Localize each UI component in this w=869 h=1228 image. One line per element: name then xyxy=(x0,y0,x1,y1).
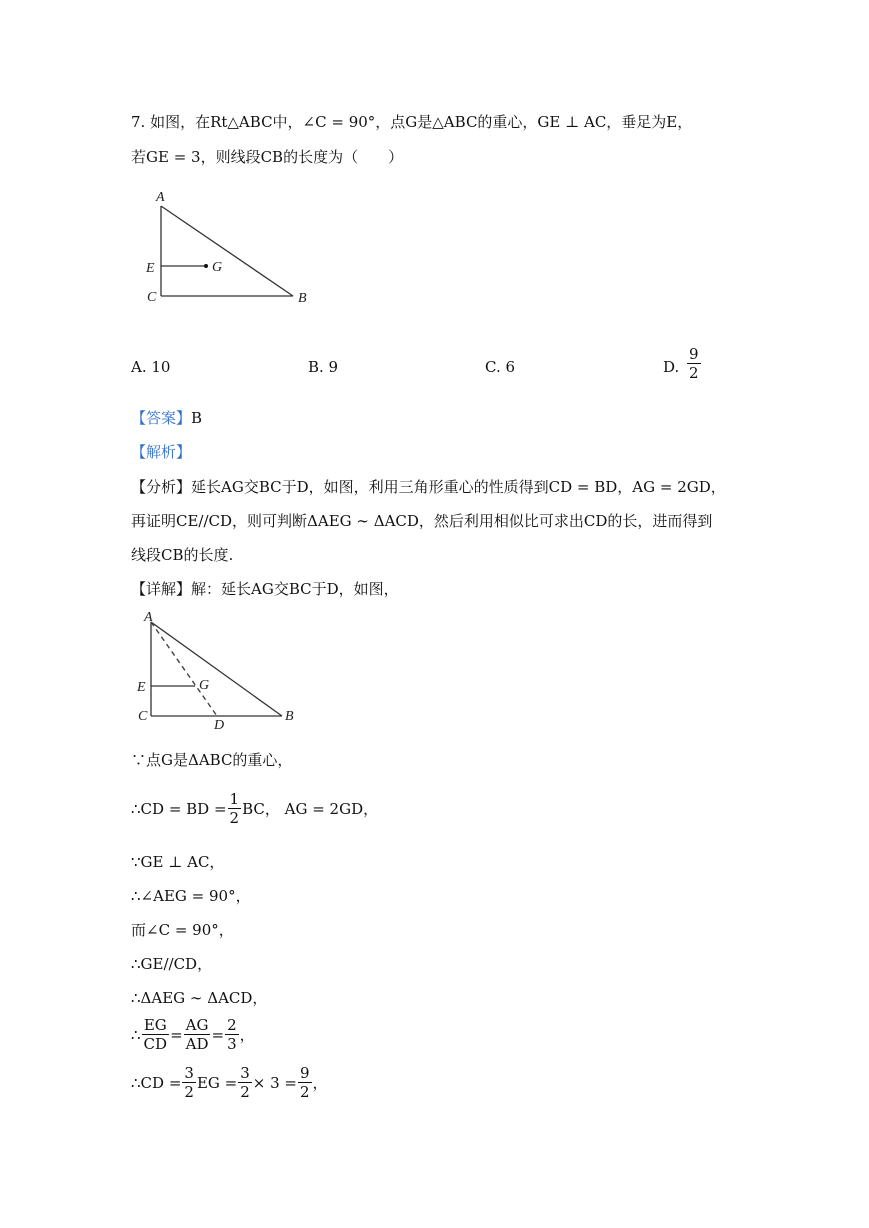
option-d-numerator: 9 xyxy=(689,345,699,363)
step-9-lhs: ∴CD = xyxy=(131,1073,182,1092)
side-ab xyxy=(151,622,282,716)
detail-tag: 【详解】 xyxy=(131,580,192,598)
step-1: ∵点G是ΔABC的重心， xyxy=(131,751,293,769)
question-line-1: 7. 如图，在Rt△ABC中，∠C = 90°，点G是△ABC的重心，GE ⊥ AC，垂足为E， xyxy=(131,113,693,131)
step-5: 而∠C = 90°， xyxy=(131,921,234,939)
fraction-ag-ad xyxy=(184,1016,211,1053)
step-9-mid-2: × 3 = xyxy=(252,1073,297,1092)
fenxi-line-3: 线段CB的长度. xyxy=(131,546,234,564)
fraction-three-halves xyxy=(182,1064,196,1101)
step-9 xyxy=(131,1064,328,1101)
label-e: E xyxy=(146,261,155,276)
option-d-fraction xyxy=(686,345,702,382)
answer-line xyxy=(131,408,202,428)
fenxi-tag: 【分析】 xyxy=(131,478,192,496)
step-2 xyxy=(131,790,378,827)
fraction-half xyxy=(228,790,242,827)
step-7: ∴ΔAEG ∼ ΔACD， xyxy=(131,989,268,1007)
label-d: D xyxy=(214,718,225,733)
fraction-three-halves xyxy=(238,1064,252,1101)
step-2-lhs: ∴CD = BD = xyxy=(131,799,227,818)
equals-sign: = xyxy=(170,1025,183,1044)
side-ab xyxy=(161,206,293,296)
denominator: 3 xyxy=(227,1035,237,1053)
step-2-rhs: BC， AG = 2GD， xyxy=(242,799,379,818)
step-3: ∵GE ⊥ AC， xyxy=(131,853,225,871)
step-6: ∴GE//CD， xyxy=(131,955,213,973)
comma: ， xyxy=(239,1025,255,1044)
denominator: 2 xyxy=(184,1083,194,1101)
option-a: A. 10 xyxy=(131,358,171,376)
option-c: C. 6 xyxy=(485,358,516,376)
denominator: 2 xyxy=(299,1083,310,1101)
label-a: A xyxy=(156,190,165,205)
denominator: AD xyxy=(185,1035,209,1053)
detail-text: 解：延长AG交BC于D，如图， xyxy=(191,580,399,598)
option-d: D. xyxy=(663,358,680,376)
point-g xyxy=(204,264,208,268)
fraction-eg-cd xyxy=(142,1016,170,1053)
denominator: 2 xyxy=(240,1083,250,1101)
label-g: G xyxy=(212,260,223,275)
denominator: CD xyxy=(143,1035,168,1053)
label-c: C xyxy=(138,709,148,724)
comma: ， xyxy=(312,1073,328,1092)
denominator: 2 xyxy=(229,809,240,827)
label-a: A xyxy=(144,610,153,625)
step-9-mid-1: EG = xyxy=(196,1073,238,1092)
numerator: EG xyxy=(143,1016,167,1034)
analysis-tag: 【解析】 xyxy=(131,443,192,461)
numerator: 3 xyxy=(240,1064,250,1082)
option-b: B. 9 xyxy=(308,358,339,376)
fenxi-line-1 xyxy=(131,477,726,497)
fenxi-text-1: 延长AG交BC于D，如图，利用三角形重心的性质得到CD = BD，AG = 2GD， xyxy=(191,478,726,496)
question-line-2: 若GE = 3，则线段CB的长度为（ ） xyxy=(131,148,404,166)
triangle-figure-1 xyxy=(140,188,320,308)
numerator: AG xyxy=(185,1016,209,1034)
option-d-denominator: 2 xyxy=(689,364,699,382)
label-b: B xyxy=(298,291,307,306)
numerator: 1 xyxy=(229,790,240,808)
fraction-two-thirds xyxy=(225,1016,239,1053)
label-b: B xyxy=(285,709,294,724)
label-c: C xyxy=(147,290,157,305)
step-8 xyxy=(131,1016,255,1053)
therefore-symbol: ∴ xyxy=(131,1025,141,1044)
equals-sign: = xyxy=(211,1025,225,1044)
fraction-nine-halves xyxy=(298,1064,312,1101)
answer-tag: 【答案】 xyxy=(131,409,192,427)
label-g: G xyxy=(199,678,210,693)
numerator: 2 xyxy=(227,1016,237,1034)
triangle-figure-2 xyxy=(134,608,309,733)
answer-value: B xyxy=(191,409,203,427)
numerator: 9 xyxy=(299,1064,310,1082)
label-e: E xyxy=(137,680,146,695)
fenxi-line-2: 再证明CE//CD，则可判断ΔAEG ∼ ΔACD，然后利用相似比可求出CD的长，进而得到 xyxy=(131,512,713,530)
step-4: ∴∠AEG = 90°， xyxy=(131,887,251,905)
median-ad xyxy=(151,622,217,716)
numerator: 3 xyxy=(184,1064,194,1082)
detail-line xyxy=(131,579,399,599)
